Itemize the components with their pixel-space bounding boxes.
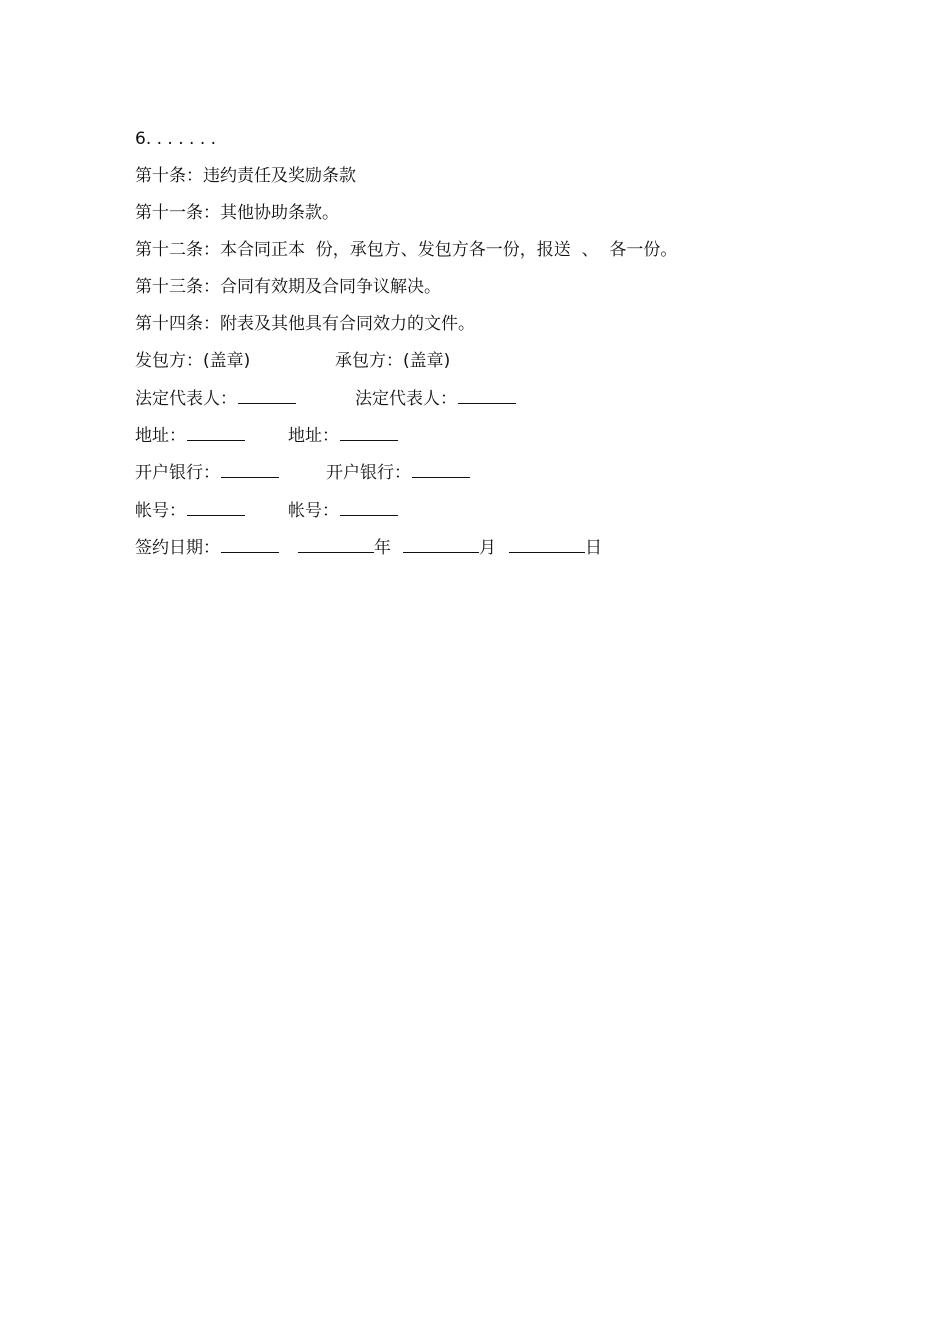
legal-rep-b-blank bbox=[458, 388, 516, 404]
address-b bbox=[288, 425, 398, 447]
month-blank bbox=[403, 537, 479, 553]
address-b-blank bbox=[340, 425, 398, 441]
legal-rep-a-blank bbox=[238, 388, 296, 404]
bank-a-blank bbox=[221, 462, 279, 478]
account-b bbox=[288, 500, 398, 522]
clause-14: 第十四条：附表及其他具有合同效力的文件。 bbox=[135, 314, 475, 334]
sign-date-label-group bbox=[135, 537, 279, 559]
account-a bbox=[135, 500, 245, 522]
year-blank bbox=[298, 537, 374, 553]
bank-b-label: 开户银行： bbox=[326, 463, 411, 483]
sign-date-blank bbox=[221, 537, 279, 553]
day-label: 日 bbox=[585, 538, 602, 558]
address-b-label: 地址： bbox=[288, 426, 339, 446]
party-a-seal: 发包方：(盖章) bbox=[135, 351, 251, 371]
bank-a bbox=[135, 462, 279, 484]
address-a-label: 地址： bbox=[135, 426, 186, 446]
sign-date-label: 签约日期： bbox=[135, 538, 220, 558]
bank-b bbox=[326, 462, 470, 484]
year-label: 年 bbox=[374, 538, 391, 558]
account-b-label: 帐号： bbox=[288, 501, 339, 521]
address-a bbox=[135, 425, 245, 447]
clause-item-6: 6. . . . . . . bbox=[135, 129, 217, 149]
legal-rep-a-label: 法定代表人： bbox=[135, 389, 237, 409]
bank-a-label: 开户银行： bbox=[135, 463, 220, 483]
legal-rep-b-label: 法定代表人： bbox=[355, 389, 457, 409]
day-blank bbox=[509, 537, 585, 553]
sign-date-day bbox=[508, 537, 602, 559]
account-a-blank bbox=[187, 500, 245, 516]
address-a-blank bbox=[187, 425, 245, 441]
party-b-seal: 承包方：(盖章) bbox=[335, 351, 451, 371]
sign-date-month bbox=[402, 537, 496, 559]
account-b-blank bbox=[340, 500, 398, 516]
clause-11: 第十一条：其他协助条款。 bbox=[135, 203, 339, 223]
clause-13: 第十三条：合同有效期及合同争议解决。 bbox=[135, 277, 441, 297]
month-label: 月 bbox=[479, 538, 496, 558]
legal-rep-b bbox=[355, 388, 516, 410]
legal-rep-a bbox=[135, 388, 296, 410]
sign-date-row bbox=[135, 537, 602, 669]
clause-12: 第十二条：本合同正本 份，承包方、发包方各一份，报送 、 各一份。 bbox=[135, 240, 678, 260]
account-a-label: 帐号： bbox=[135, 501, 186, 521]
clause-10: 第十条：违约责任及奖励条款 bbox=[135, 166, 356, 186]
bank-b-blank bbox=[412, 462, 470, 478]
sign-date-year bbox=[297, 537, 391, 559]
